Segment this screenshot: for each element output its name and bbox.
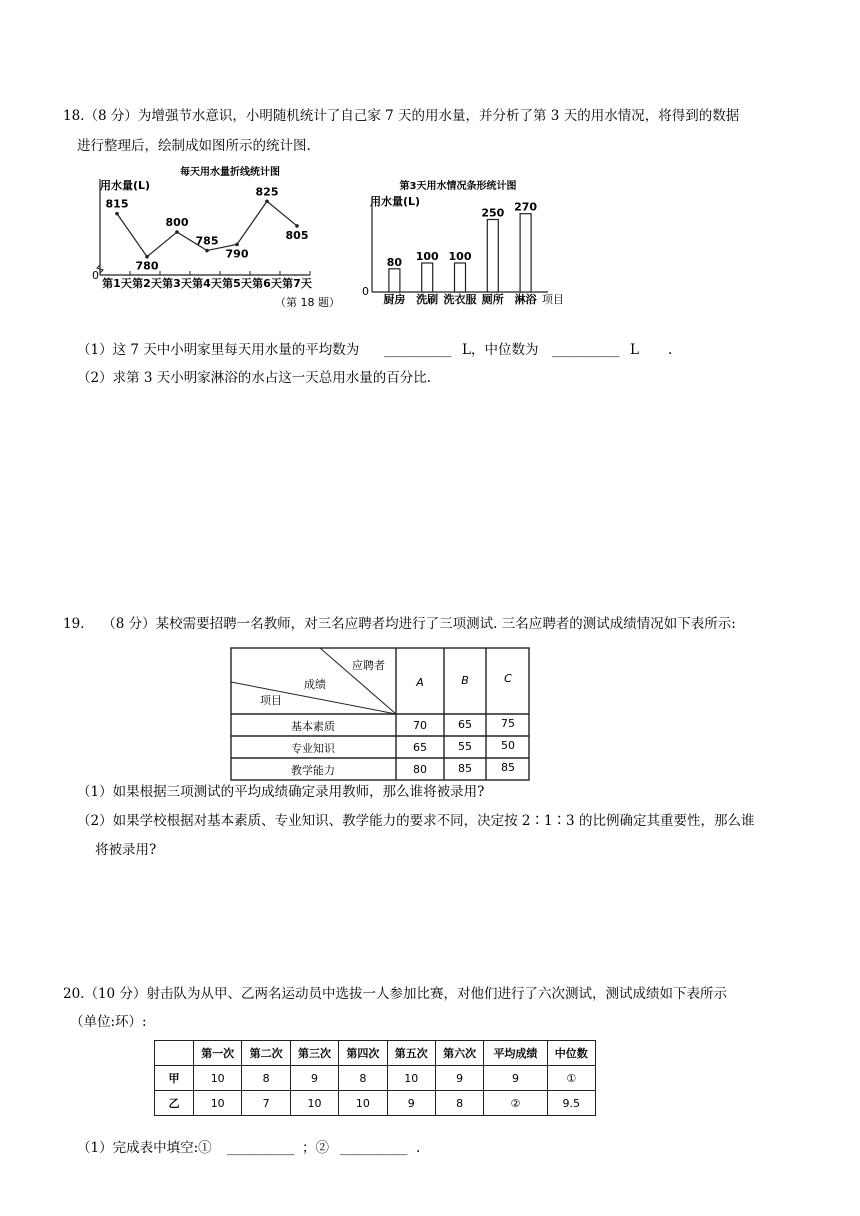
q18-sub1-text: （1）这 7 天中小明家里每天用水量的平均数为 xyxy=(77,342,360,358)
q20-cell: 10 xyxy=(194,1091,242,1116)
line-chart-x-tick-label: 第6天 xyxy=(252,277,282,290)
line-chart-point xyxy=(235,243,239,247)
q19-table xyxy=(230,644,532,782)
bar-chart-origin: 0 xyxy=(362,285,369,298)
line-chart-origin: 0 xyxy=(92,269,99,282)
q20-cell: 9 xyxy=(484,1066,547,1091)
q20-head-cell: 中位数 xyxy=(547,1041,595,1066)
line-chart-x-tick-label: 第4天 xyxy=(192,277,222,290)
line-chart-point xyxy=(265,200,269,204)
q20-cell: 8 xyxy=(242,1066,290,1091)
line-chart-point xyxy=(205,249,209,253)
q20-sep: ；② xyxy=(302,1140,329,1156)
q20-cell: 10 xyxy=(387,1066,435,1091)
q19-head-item: 项目 xyxy=(260,694,282,707)
q20-head-cell: 第一次 xyxy=(194,1041,242,1066)
q19-col-b: B xyxy=(461,674,469,687)
q20-head-cell: 平均成绩 xyxy=(484,1041,547,1066)
q20-cell: 10 xyxy=(339,1091,387,1116)
q20-row-name: 甲 xyxy=(155,1066,194,1091)
q20-table xyxy=(154,1040,596,1116)
q19-head-score: 成绩 xyxy=(304,678,326,691)
line-chart-point xyxy=(145,255,149,259)
q20-cell: 7 xyxy=(242,1091,290,1116)
line-chart-data-label: 780 xyxy=(135,259,159,273)
line-chart-x-tick-label: 第2天 xyxy=(132,277,162,290)
bar-chart-data-label: 80 xyxy=(386,255,403,269)
q20-cell: 9 xyxy=(387,1091,435,1116)
q19-row-label: 基本素质 xyxy=(291,720,335,733)
line-chart-point xyxy=(115,212,119,216)
q18-blank-mean[interactable]: __________ xyxy=(384,342,452,358)
q20-cell: 8 xyxy=(339,1066,387,1091)
q20-cell: 8 xyxy=(435,1091,483,1116)
q18-line2: 进行整理后，绘制成如图所示的统计图. xyxy=(77,138,311,154)
q20-intro-line2: （单位:环）: xyxy=(70,1014,147,1030)
q18-sub1-mid: L，中位数为 xyxy=(462,342,539,358)
q18-line1: 18.（8 分）为增强节水意识，小明随机统计了自己家 7 天的用水量，并分析了第 3 天的用水情况，将得到的数据 xyxy=(63,108,740,124)
q20-cell: 9 xyxy=(290,1066,338,1091)
bar-chart-data-label: 270 xyxy=(514,200,538,214)
bar-chart-x-tick-label: 淋浴 xyxy=(514,293,537,306)
bar-chart-x-tick-label: 厕所 xyxy=(481,293,504,306)
bar-chart xyxy=(360,175,564,310)
q19-cell: 85 xyxy=(458,762,472,775)
q18-sub1-unit: L xyxy=(630,342,639,358)
q19-sub1: （1）如果根据三项测试的平均成绩确定录用教师，那么谁将被录用? xyxy=(77,784,485,800)
q20-cell: 9 xyxy=(435,1066,483,1091)
bar-chart-xlabel: 项目 xyxy=(542,293,564,306)
q18-sub1-period: . xyxy=(668,342,673,358)
q19-head-applicant: 应聘者 xyxy=(352,659,385,672)
q19-sub2-line1: （2）如果学校根据对基本素质、专业知识、教学能力的要求不同，决定按 2∶1∶3 的比例确定其重要性，那么谁 xyxy=(77,813,755,829)
line-chart-x-tick-label: 第5天 xyxy=(222,277,252,290)
bar-chart-data-label: 100 xyxy=(415,250,439,263)
line-chart-title: 每天用水量折线统计图 xyxy=(180,167,280,178)
q19-col-c: C xyxy=(504,672,512,685)
line-chart-series xyxy=(117,201,297,256)
q19-row-label: 专业知识 xyxy=(291,742,335,755)
q19-col-a: A xyxy=(416,676,424,689)
q20-cell: 10 xyxy=(194,1066,242,1091)
q20-head-cell: 第二次 xyxy=(242,1041,290,1066)
q20-head-cell: 第六次 xyxy=(435,1041,483,1066)
q19-cell: 55 xyxy=(458,740,472,753)
line-chart-x-tick-label: 第1天 xyxy=(102,277,132,290)
q20-cell: 9.5 xyxy=(547,1091,595,1116)
q20-head-cell: 第三次 xyxy=(290,1041,338,1066)
line-chart-ylabel: 用水量(L) xyxy=(100,179,151,192)
q18-blank-median[interactable]: __________ xyxy=(552,342,620,358)
q20-head-cell: 第五次 xyxy=(387,1041,435,1066)
line-chart-data-label: 815 xyxy=(105,197,129,211)
line-chart-data-label: 790 xyxy=(225,247,249,261)
line-chart-x-tick-label: 第7天 xyxy=(282,277,312,290)
line-chart-data-label: 800 xyxy=(165,216,189,230)
q19-cell: 85 xyxy=(501,761,515,774)
bar-chart-x-tick-label: 洗刷 xyxy=(416,293,439,306)
q20-cell: 10 xyxy=(290,1091,338,1116)
line-chart-point xyxy=(175,230,179,234)
bar-chart-x-tick-label: 洗衣服 xyxy=(443,293,477,306)
q20-cell-blank1[interactable]: ① xyxy=(547,1066,595,1091)
q20-head-cell xyxy=(155,1041,194,1066)
bar-chart-ylabel: 用水量(L) xyxy=(370,195,421,208)
line-chart-data-label: 825 xyxy=(255,185,279,199)
q20-sub1-text: （1）完成表中填空:① xyxy=(77,1140,212,1156)
bar-chart-bar xyxy=(455,263,466,292)
q20-row-name: 乙 xyxy=(155,1091,194,1116)
bar-chart-x-tick-label: 厨房 xyxy=(383,293,406,306)
q20-period: . xyxy=(416,1140,421,1156)
q20-blank2[interactable]: __________ xyxy=(340,1140,408,1156)
q19-row-label: 教学能力 xyxy=(291,764,335,777)
q19-intro: 19. （8 分）某校需要招聘一名教师，对三名应聘者均进行了三项测试. 三名应聘者的测试成绩情况如下表所示: xyxy=(63,616,736,632)
bar-chart-bar xyxy=(487,220,498,293)
q19-sub2-line2: 将被录用? xyxy=(95,842,157,858)
line-chart-data-label: 785 xyxy=(195,234,219,248)
q19-cell: 70 xyxy=(413,719,427,732)
line-chart xyxy=(88,165,328,310)
q19-cell: 75 xyxy=(501,717,515,730)
q19-cell: 50 xyxy=(501,739,515,752)
q20-intro-line1: 20.（10 分）射击队为从甲、乙两名运动员中选拔一人参加比赛，对他们进行了六次测试，测试成绩如下表所示 xyxy=(63,986,727,1002)
line-chart-x-tick-label: 第3天 xyxy=(162,277,192,290)
q20-blank1[interactable]: __________ xyxy=(227,1140,295,1156)
q18-sub2: （2）求第 3 天小明家淋浴的水占这一天总用水量的百分比. xyxy=(77,370,432,386)
q19-cell: 80 xyxy=(413,763,427,776)
line-chart-data-label: 805 xyxy=(285,228,309,242)
q19-cell: 65 xyxy=(458,718,472,731)
bar-chart-bar xyxy=(422,263,433,292)
q19-cell: 65 xyxy=(413,741,427,754)
line-chart-point xyxy=(295,224,299,228)
bar-chart-data-label: 100 xyxy=(448,250,472,263)
q20-cell-blank2[interactable]: ② xyxy=(484,1091,547,1116)
bar-chart-bar xyxy=(520,214,531,292)
fig-label: （第 18 题） xyxy=(275,296,340,309)
bar-chart-data-label: 250 xyxy=(481,206,505,220)
q20-head-cell: 第四次 xyxy=(339,1041,387,1066)
bar-chart-title: 第3天用水情况条形统计图 xyxy=(399,181,517,192)
bar-chart-bar xyxy=(389,269,400,292)
